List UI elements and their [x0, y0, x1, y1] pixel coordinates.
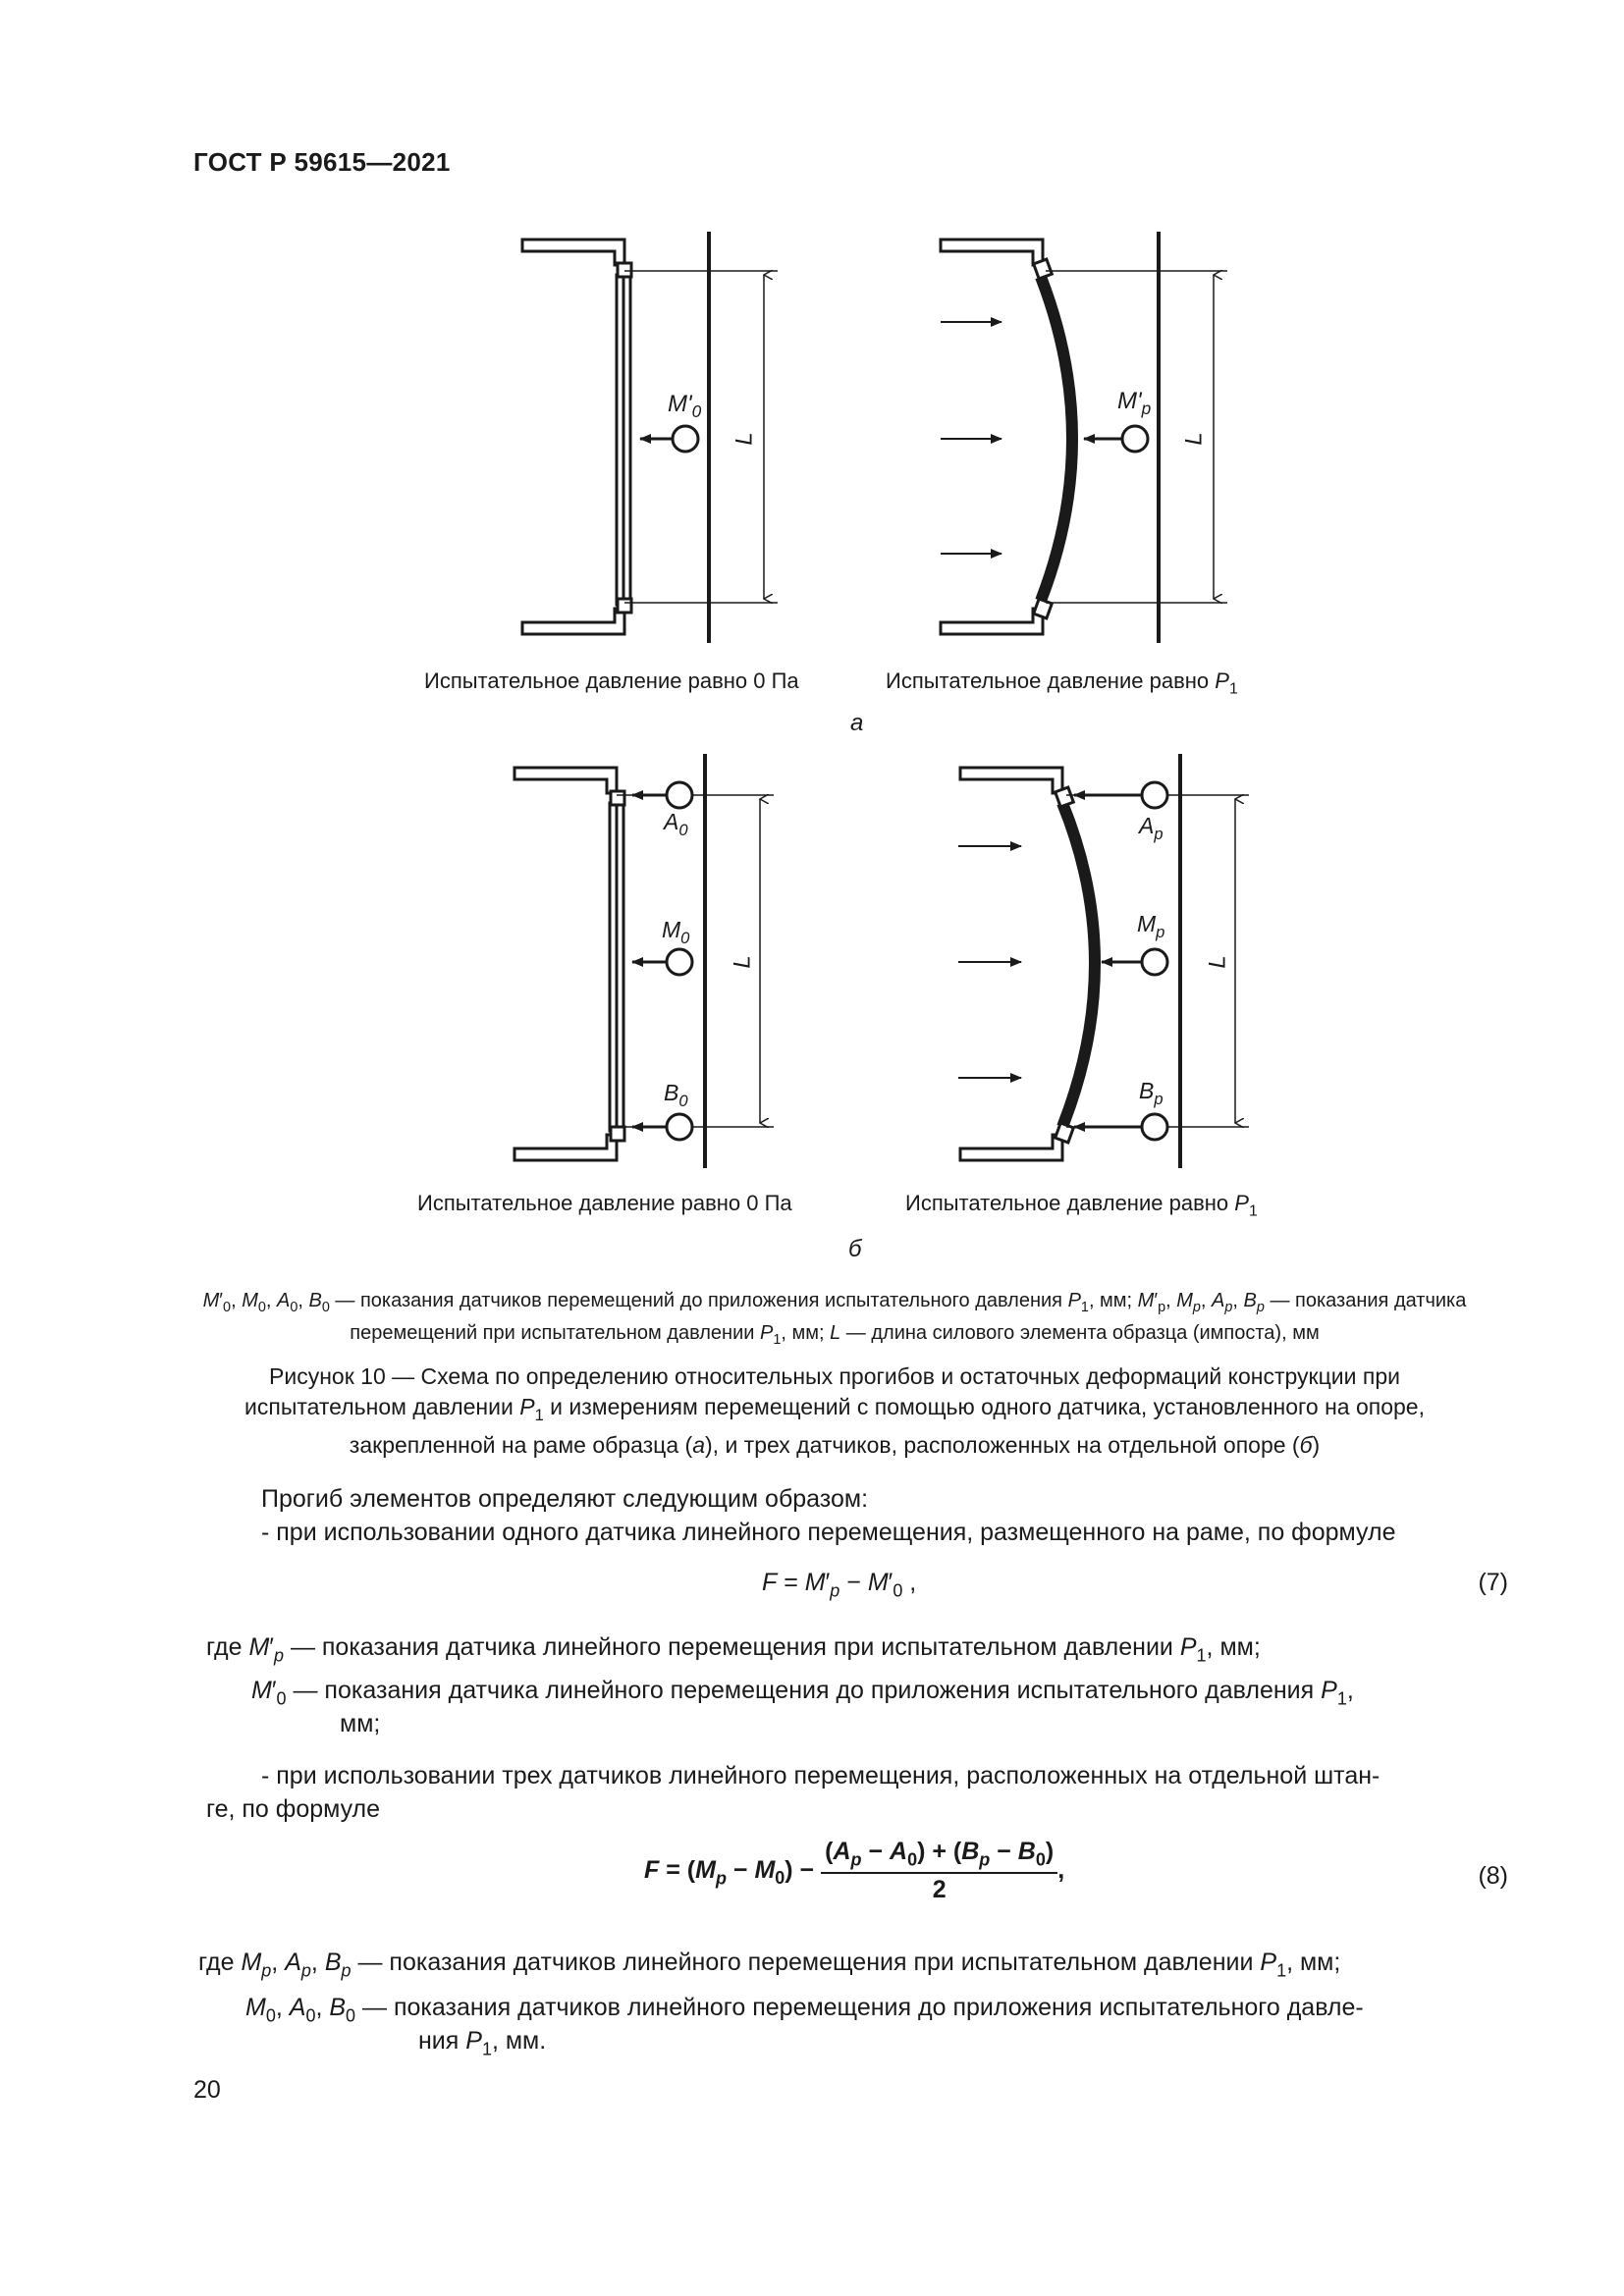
where-m0-prime-line2: мм; — [340, 1710, 381, 1737]
panel-letter-a: а — [850, 710, 864, 736]
intro-paragraph: Прогиб элементов определяют следующим образом: — [261, 1485, 869, 1513]
sensor-label-mp: $M_p$ — [1137, 911, 1165, 941]
list-item-three-sensors: - при использовании трех датчиков линейного перемещения, расположенных на отдельной штан- — [261, 1762, 1380, 1789]
equation-8: $F = (M_p - M_0)$ − $\frac{(A_p - A_0) + (B_p - B_0)}{2}$ , — [644, 1838, 1065, 1904]
document-header: ГОСТ Р 59615—2021 — [193, 147, 451, 177]
figure-legend: $M'_0$, $M_0$, $A_0$, $B_0$ — показания датчиков перемещений до приложения испытательного давления $P_1$, мм; $M'_p$, $M_p$, $A_p$, $B_p$ — показания датчика перемещений при испытательном давлении $P_1$, мм; L — длина силового элемента образца (импоста), мм — [202, 1290, 1467, 1349]
sensor-label-b0: $B_0$ — [664, 1080, 688, 1110]
sensor-label-m0: $M_0$ — [662, 917, 690, 947]
equation-7: $F = M'_p - M'_0$ , — [762, 1569, 917, 1601]
caption-b-left: Испытательное давление равно 0 Па — [417, 1191, 792, 1215]
length-label-b-left: L — [729, 955, 756, 969]
figure-a-diagram — [0, 0, 1624, 766]
length-label-b-right: L — [1204, 955, 1231, 969]
figure-b-diagram — [0, 746, 1624, 1198]
page-number: 20 — [193, 2076, 221, 2104]
list-item-three-sensors-line2: ге, по формуле — [206, 1795, 381, 1823]
where-mp-ap-bp: где $M_p$, $A_p$, $B_p$ — показания датчиков линейного перемещения при испытательном давлении $P_1$, мм; — [198, 1949, 1341, 1981]
sensor-label-mp-prime: $M'_p$ — [1117, 388, 1152, 419]
sensor-label-m0-prime: $M'_0$ — [668, 391, 702, 422]
equation-7-number: (7) — [1478, 1569, 1508, 1596]
list-item-one-sensor: - при использовании одного датчика линейного перемещения, размещенного на раме, по формуле — [261, 1519, 1396, 1546]
sensor-label-a0: $A_0$ — [664, 809, 688, 839]
sensor-label-bp: $B_p$ — [1139, 1078, 1164, 1108]
length-label-a-left: L — [731, 432, 758, 446]
sensor-label-ap: $A_p$ — [1139, 813, 1164, 843]
caption-a-right: Испытательное давление равно $P_1$ — [886, 668, 1238, 698]
where-m0-a0-b0: $M_0$, $A_0$, $B_0$ — показания датчиков линейного перемещения до приложения испытательного давле- — [245, 1994, 1364, 2026]
figure-caption: Рисунок 10 — Схема по определению относительных прогибов и остаточных деформаций конструкции при испытательном давлении $P_1$ и измерениям перемещений с помощью одного датчика, установленного на опоре, закрепленной на раме образца (а), и трех датчиков, расположенных на отдельной опоре (б) — [244, 1363, 1425, 1458]
where-m0-prime: $M'_0$ — показания датчика линейного перемещения до приложения испытательного давления $P_1$, — [251, 1677, 1354, 1709]
panel-letter-b: б — [848, 1236, 862, 1262]
caption-b-right: Испытательное давление равно $P_1$ — [905, 1191, 1258, 1220]
length-label-a-right: L — [1180, 432, 1208, 446]
where-m0-a0-b0-line2: ния $P_1$, мм. — [418, 2027, 547, 2059]
equation-8-number: (8) — [1478, 1862, 1508, 1890]
where-mp-prime: где $M'_p$ — показания датчика линейного перемещения при испытательном давлении $P_1$, мм; — [206, 1633, 1261, 1666]
caption-a-left: Испытательное давление равно 0 Па — [424, 668, 799, 693]
